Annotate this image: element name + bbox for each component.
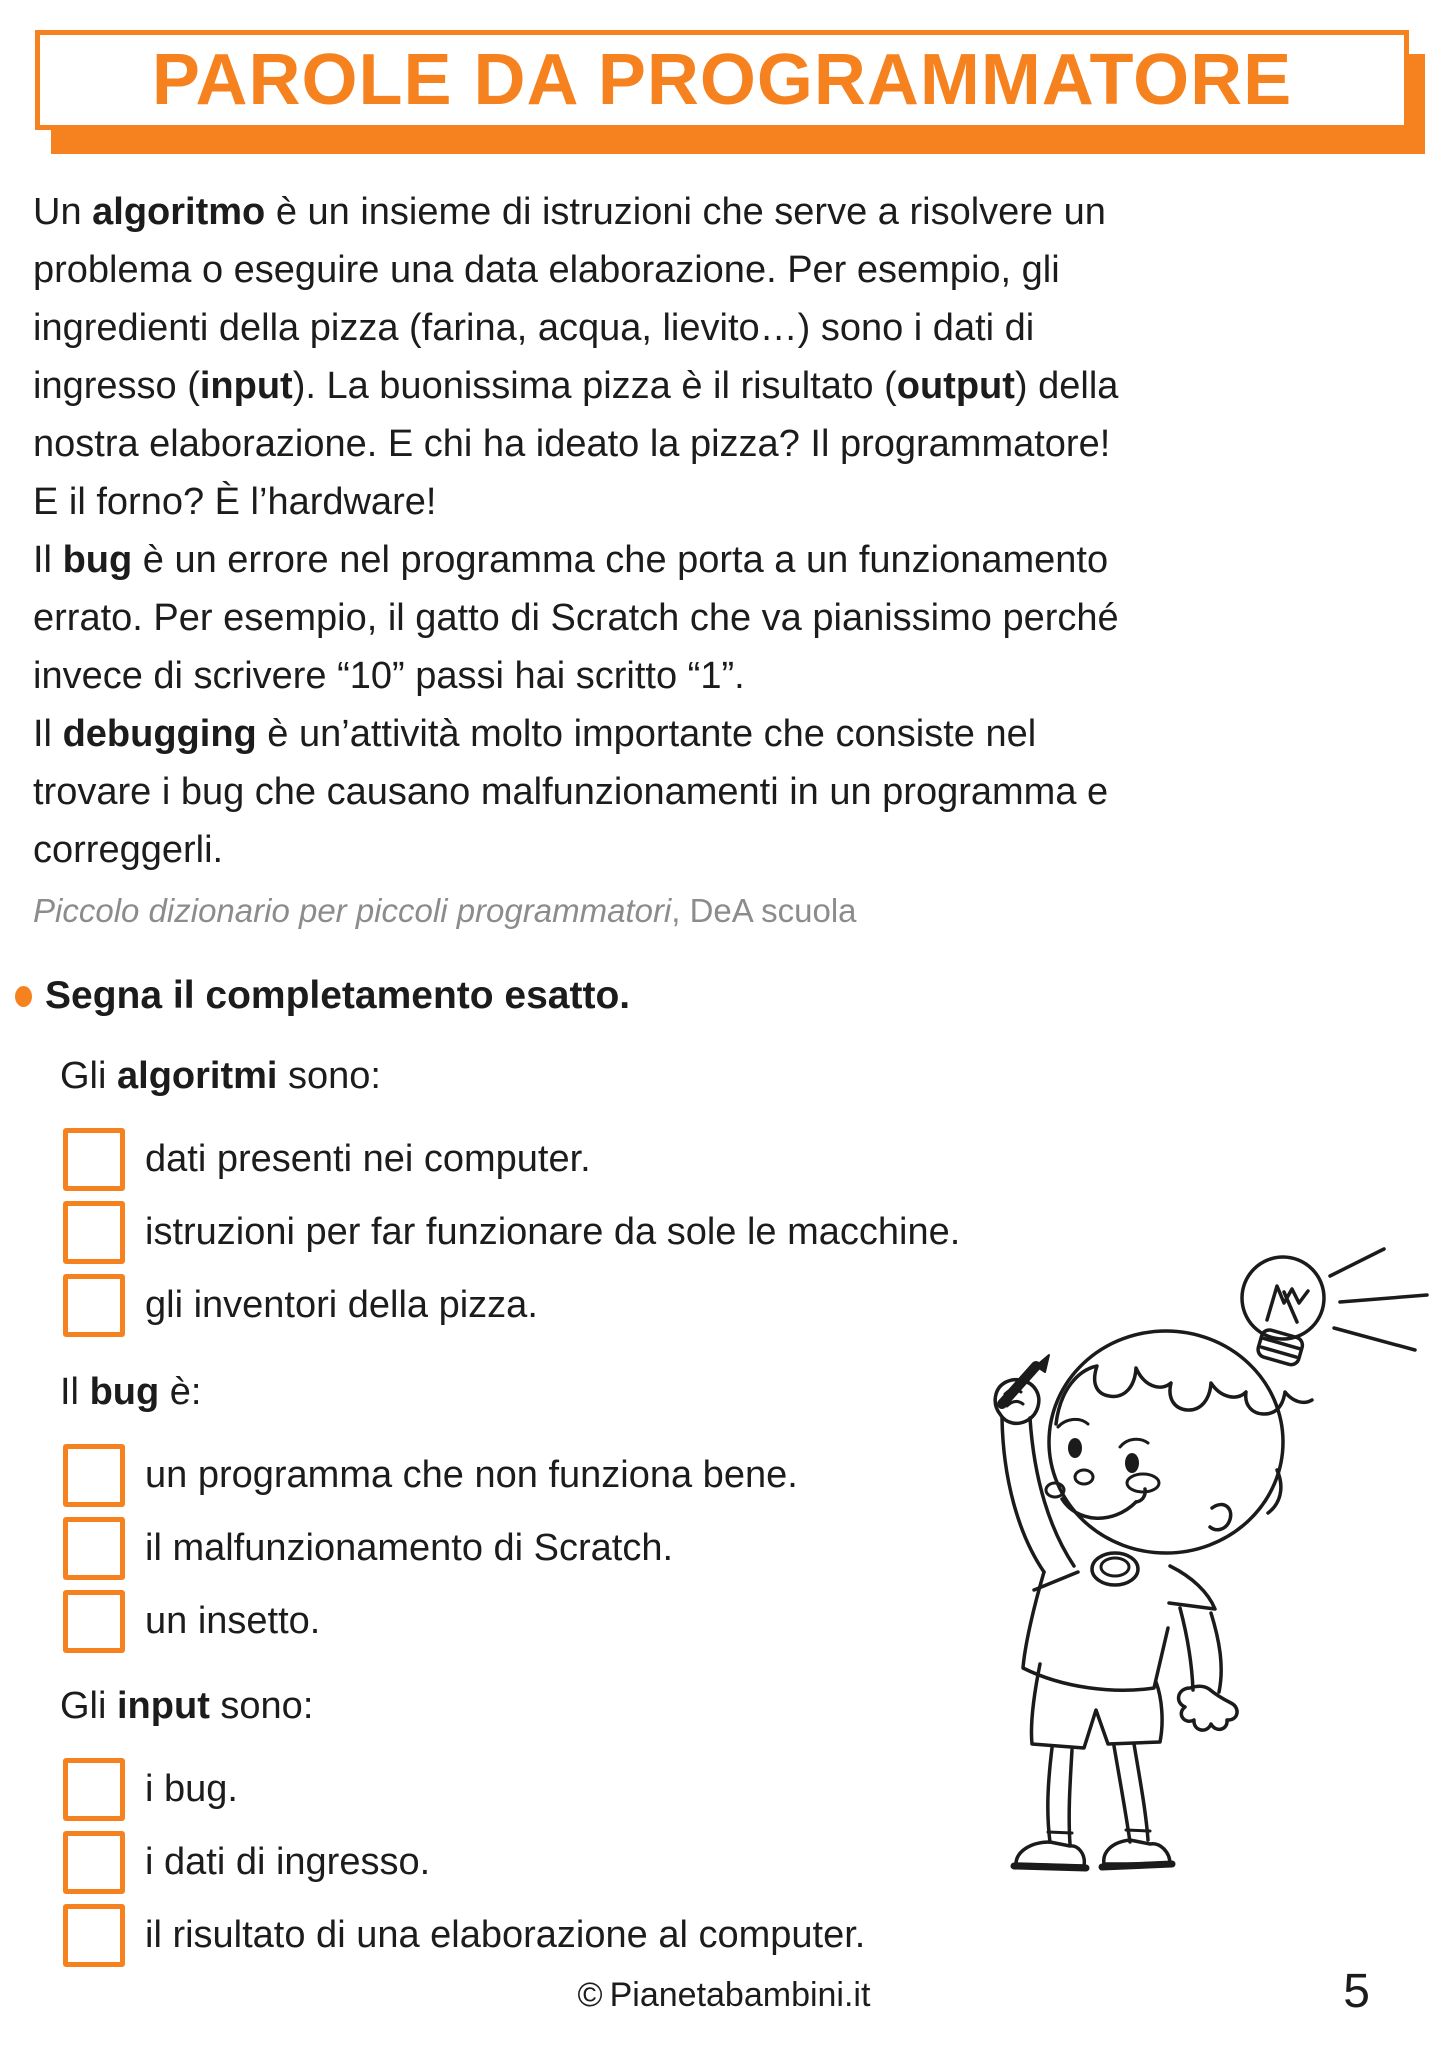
option-row <box>63 1831 865 1894</box>
option-label: dati presenti nei computer. <box>145 1138 591 1180</box>
intro-line: E il forno? È l’hardware! <box>33 481 437 523</box>
question-prompt: Il bug è: <box>60 1371 202 1413</box>
checkbox[interactable] <box>63 1201 125 1264</box>
option-row <box>63 1444 798 1507</box>
intro-line: Il bug è un errore nel programma che porta a un funzionamento <box>33 539 1109 581</box>
lightbulb-icon <box>1242 1249 1427 1367</box>
instruction-text: Segna il completamento esatto. <box>45 974 631 1017</box>
intro-line: Un algoritmo è un insieme di istruzioni che serve a risolvere un <box>33 191 1106 233</box>
option-row <box>63 1590 798 1653</box>
checkbox[interactable] <box>63 1444 125 1507</box>
source-publisher: , DeA scuola <box>671 892 857 929</box>
intro-paragraph <box>33 183 1119 879</box>
option-label: i dati di ingresso. <box>145 1841 431 1883</box>
question-prompt: Gli input sono: <box>60 1685 314 1727</box>
option-row <box>63 1128 960 1191</box>
intro-line: invece di scrivere “10” passi hai scritto “1”. <box>33 655 745 697</box>
checkbox[interactable] <box>63 1128 125 1191</box>
page-number: 5 <box>1343 1965 1370 2018</box>
question-algoritmi <box>0 1052 960 1347</box>
intro-line: problema o eseguire una data elaborazione. Per esempio, gli <box>33 249 1060 291</box>
question-bug <box>0 1368 798 1663</box>
intro-line: ingredienti della pizza (farina, acqua, lievito…) sono i dati di <box>33 307 1035 349</box>
source-title: Piccolo dizionario per piccoli programmatori <box>33 892 672 929</box>
option-label: istruzioni per far funzionare da sole le macchine. <box>145 1211 961 1253</box>
option-label: un programma che non funziona bene. <box>145 1454 798 1496</box>
checkbox[interactable] <box>63 1758 125 1821</box>
boy-figure <box>995 1331 1312 1868</box>
page-title: PAROLE DA PROGRAMMATORE <box>151 40 1293 120</box>
intro-line: ingresso (input). La buonissima pizza è il risultato (output) della <box>33 365 1119 407</box>
option-row <box>63 1517 798 1580</box>
source-citation <box>33 892 857 930</box>
question-input <box>0 1682 865 1977</box>
intro-line: nostra elaborazione. E chi ha ideato la pizza? Il programmatore! <box>33 423 1111 465</box>
exercise-instruction <box>15 974 630 1018</box>
option-label: un insetto. <box>145 1600 321 1642</box>
question-prompt: Gli algoritmi sono: <box>60 1055 381 1097</box>
intro-line: errato. Per esempio, il gatto di Scratch che va pianissimo perché <box>33 597 1119 639</box>
option-row <box>63 1758 865 1821</box>
copyright-icon: © <box>577 1976 603 2014</box>
intro-line: trovare i bug che causano malfunzionamenti in un programma e <box>33 771 1109 813</box>
option-label: i bug. <box>145 1768 238 1810</box>
intro-line: Il debugging è un’attività molto importante che consiste nel <box>33 713 1037 755</box>
title-box <box>35 30 1409 130</box>
checkbox[interactable] <box>63 1590 125 1653</box>
checkbox[interactable] <box>63 1517 125 1580</box>
footer-copyright <box>0 1976 1448 2015</box>
option-label: gli inventori della pizza. <box>145 1284 538 1326</box>
option-row <box>63 1201 960 1264</box>
option-label: il malfunzionamento di Scratch. <box>145 1527 674 1569</box>
option-row <box>63 1274 960 1337</box>
option-row <box>63 1904 865 1967</box>
boy-with-idea-lightbulb-illustration <box>978 1236 1446 1891</box>
checkbox[interactable] <box>63 1904 125 1967</box>
checkbox[interactable] <box>63 1274 125 1337</box>
intro-line: correggerli. <box>33 829 224 871</box>
checkbox[interactable] <box>63 1831 125 1894</box>
bullet-icon <box>15 986 32 1007</box>
option-label: il risultato di una elaborazione al computer. <box>145 1914 866 1956</box>
site-name: Pianetabambini.it <box>609 1976 871 2014</box>
